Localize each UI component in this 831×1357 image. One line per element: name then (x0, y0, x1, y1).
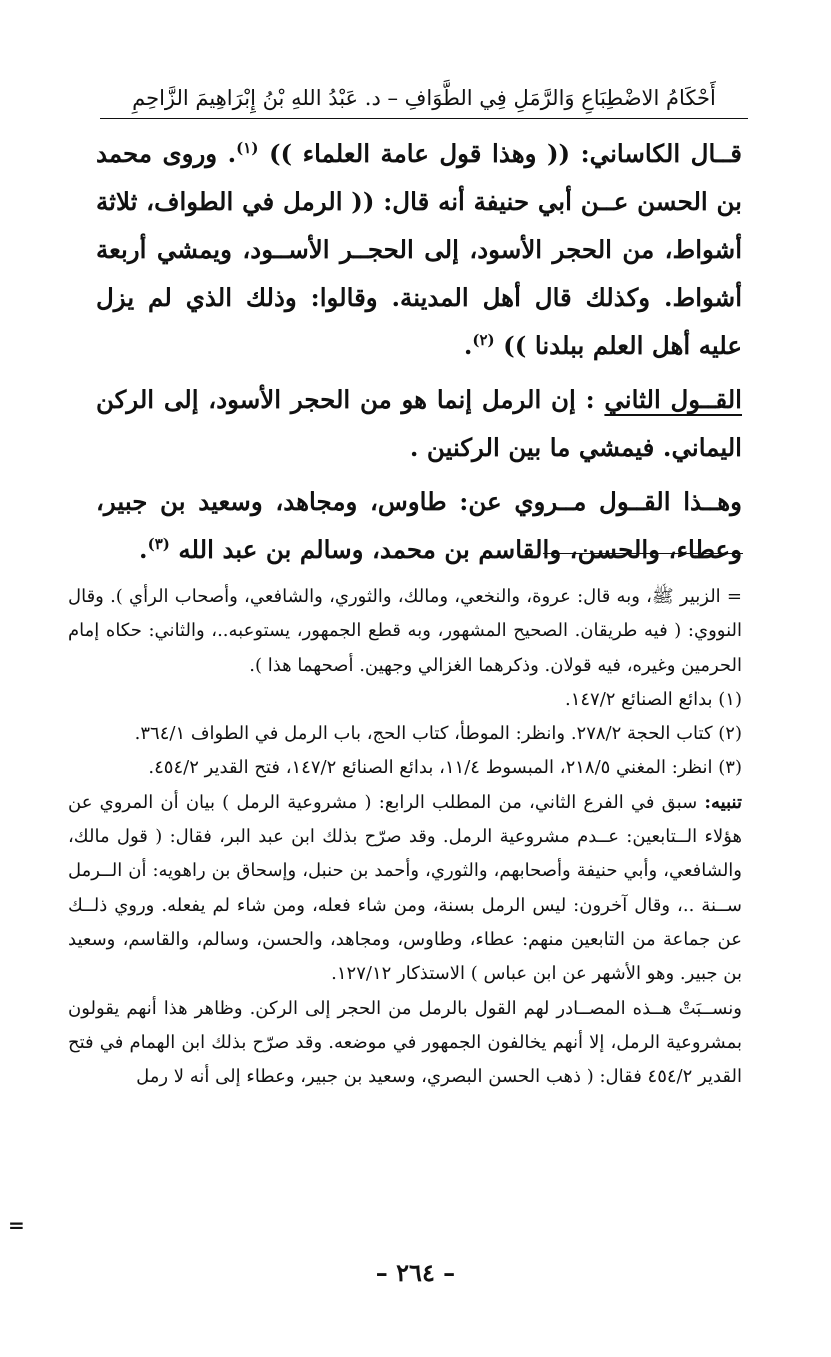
paragraph-3-text: وهــذا القــول مــروي عن: طاوس، ومجاهد، وسعيد بن جبير، وعطاء، والحسن، والقاسم بن محمد، وسالم بن عبد الله (96, 487, 742, 564)
paragraph-1 (96, 130, 742, 370)
header-rule (100, 118, 748, 119)
second-opinion-label: القــول الثاني (604, 385, 742, 414)
footnote-ref-3[interactable]: (٣) (147, 534, 170, 553)
footnote-continuation: = الزبير ﷺ، وبه قال: عروة، والنخعي، ومالك، والثوري، والشافعي، وأصحاب الرأي ). وقال النووي: ( فيه طريقان. الصحيح المشهور، وبه قطع الجمهور، يستوعبه..، والثاني: حكاه إمام الحرمين وغيره، فيه قولان. وذكرهما الغزالي وجهين. أصحهما هذا ). (68, 586, 742, 676)
paragraph-2 (96, 376, 742, 472)
main-text (96, 130, 742, 574)
footnote-3: (٣) انظر: المغني ٢١٨/٥، المبسوط ١١/٤، بدائع الصنائع ١٤٧/٢، فتح القدير ٤٥٤/٢. (148, 757, 742, 779)
note (68, 786, 742, 992)
running-header: أَحْكَامُ الاضْطِبَاعِ وَالرَّمَلِ فِي الطَّوَافِ – د. عَبْدُ اللهِ بْنُ إِبْرَاهِيمَ الزَّاحِمِ (132, 86, 716, 110)
page-number: – ٢٦٤ – (375, 1258, 456, 1287)
continuation-mark: = (8, 1213, 25, 1237)
footnotes (68, 580, 742, 1094)
paragraph-2-text: : إن الرمل إنما هو من الحجر الأسود، إلى الركن اليماني. فيمشي ما بين الركنين . (96, 385, 742, 462)
paragraph-1-end: . (463, 331, 473, 360)
footnote-ref-1[interactable]: (١) (236, 138, 259, 157)
paragraph-1-text-a: قــال الكاساني: (( وهذا قول عامة العلماء )) (268, 139, 743, 168)
note-continued: ونســبَتْ هــذه المصــادر لهم القول بالرمل من الحجر إلى الركن. وظاهر هذا أنهم يقولون بمشروعية الرمل، إلا أنهم يخالفون الجمهور في موضعه. وقد صرّح بذلك ابن الهمام في فتح القدير ٤٥٤/٢ فقال: ( ذهب الحسن البصري، وسعيد بن جبير، وعطاء إلى أنه لا رمل (68, 997, 742, 1088)
paragraph-3-end: . (139, 535, 148, 564)
paragraph-1-text-b: . وروى محمد بن الحسن عــن أبي حنيفة أنه قال: (( الرمل في الطواف، ثلاثة أشواط، من الحجر الأسود، إلى الحجــر الأســود، ويمشي أربعة أشواط. وكذلك قال أهل المدينة. وقالوا: وذلك الذي لم يزل عليه أهل العلم ببلدنا )) (96, 139, 742, 360)
footnote-ref-2[interactable]: (٢) (472, 330, 495, 349)
note-text: سبق في الفرع الثاني، من المطلب الرابع: ( مشروعية الرمل ) بيان أن المروي عن هؤلاء الــتابعين: عــدم مشروعية الرمل. وقد صرّح بذلك ابن عبد البر، فقال: ( قول مالك، والشافعي، وأبي حنيفة وأصحابهم، والثوري، وأحمد بن حنبل، وإسحاق بن راهويه: أن الــرمل ســنة ..، وقال آخرون: ليس الرمل بسنة، ومن شاء فعله، ومن شاء لم يفعله. وروي ذلــك عن جماعة من التابعين منهم: عطاء، وطاوس، ومجاهد، والحسن، وسالم، والقاسم، وسعيد بن جبير. وهو الأشهر عن ابن عباس ) الاستذكار ١٢٧/١٢. (68, 791, 742, 985)
footnote-2: (٢) كتاب الحجة ٢٧٨/٢. وانظر: الموطأ، كتاب الحج، باب الرمل في الطواف ٣٦٤/١. (134, 723, 742, 745)
footnote-1: (١) بدائع الصنائع ١٤٧/٢. (564, 688, 742, 710)
footnote-separator (543, 553, 743, 554)
note-label: تنبيه: (704, 791, 742, 813)
paragraph-3 (96, 478, 742, 574)
